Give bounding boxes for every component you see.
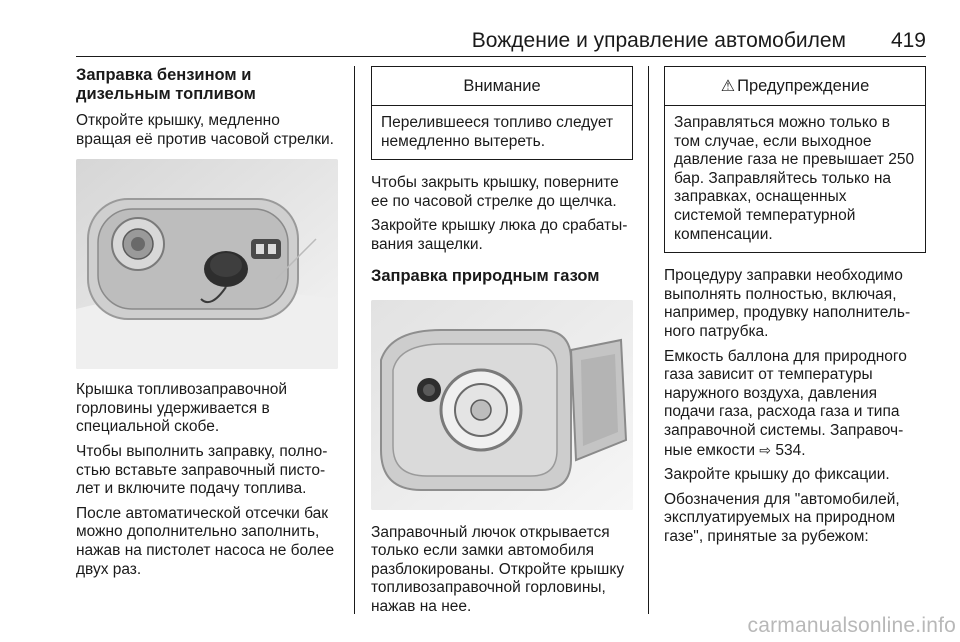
fuel-cap-illustration: [76, 159, 338, 369]
page-header: [76, 28, 926, 57]
column-divider: [648, 66, 649, 614]
section-heading-petrol-diesel: Заправка бензином и дизельным топливом: [76, 66, 256, 103]
page-reference-arrow-icon[interactable]: ⇨: [759, 441, 772, 458]
notice-box: [371, 66, 633, 160]
paragraph: Чтобы закрыть крышку, поверните ее по часовой стрелке до щелчка.: [371, 174, 619, 210]
paragraph: Чтобы выполнить заправку, полностью вставьте заправочный пистолет и включите подачу топлива.: [76, 442, 328, 498]
figure-caption: Крышка топливозаправочной горловины удерживается в специальной скобе.: [76, 381, 288, 436]
column-divider: [354, 66, 355, 614]
paragraph: Закройте крышку до фиксации.: [664, 466, 890, 484]
warning-box: [664, 66, 926, 253]
paragraph: Откройте крышку, медленно вращая её против часовой стрелки.: [76, 112, 334, 148]
paragraph: После автоматической отсечки бак можно дополнительно заполнить, нажав на пистолет насоса не более двух раз.: [76, 504, 335, 578]
column-1: [76, 66, 338, 585]
warning-text: Заправляться можно только в том случае, если выходное давление газа не превышает 250 бар. Заправляйтесь только на заправках, оснащенных системой температурной компенсации.: [674, 114, 915, 243]
warning-triangle-icon: ⚠: [720, 78, 736, 95]
notice-title: Внимание: [372, 67, 632, 106]
chapter-title: Вождение и управление автомобилем: [471, 29, 846, 52]
gas-filler-illustration: [371, 300, 633, 510]
section-heading-natural-gas: Заправка природным газом: [371, 266, 600, 285]
paragraph: Процедуру заправки необходимо выполнять полностью, включая, например, продувку наполнительного патрубка.: [664, 267, 911, 340]
watermark: carmanualsonline.info: [747, 614, 956, 637]
column-3: [664, 66, 926, 552]
notice-text: Перелившееся топливо следует немедленно вытереть.: [381, 114, 614, 150]
page-number: 419: [890, 29, 926, 52]
page-reference[interactable]: 534.: [775, 441, 806, 459]
warning-title: Предупреждение: [737, 77, 870, 95]
column-2: [371, 66, 633, 623]
gas-filler-image: [371, 300, 633, 510]
paragraph: Закройте крышку люка до срабатывания защелки.: [371, 217, 628, 253]
paragraph: Емкость баллона для природного газа зависит от температуры наружного воздуха, давления подачи газа, расхода газа и типа заправочной системы. Заправочные емкости ⇨ 534.: [664, 347, 907, 459]
figure-caption: Заправочный лючок открывается только если замки автомобиля разблокированы. Откройте крышку топливозаправочной горловины, нажав на нее.: [371, 523, 625, 615]
warning-header: [665, 67, 925, 106]
fuel-cap-image: [76, 159, 338, 369]
paragraph: Обозначения для "автомобилей, эксплуатируемых на природном газе", принятые за рубежом:: [664, 490, 900, 545]
